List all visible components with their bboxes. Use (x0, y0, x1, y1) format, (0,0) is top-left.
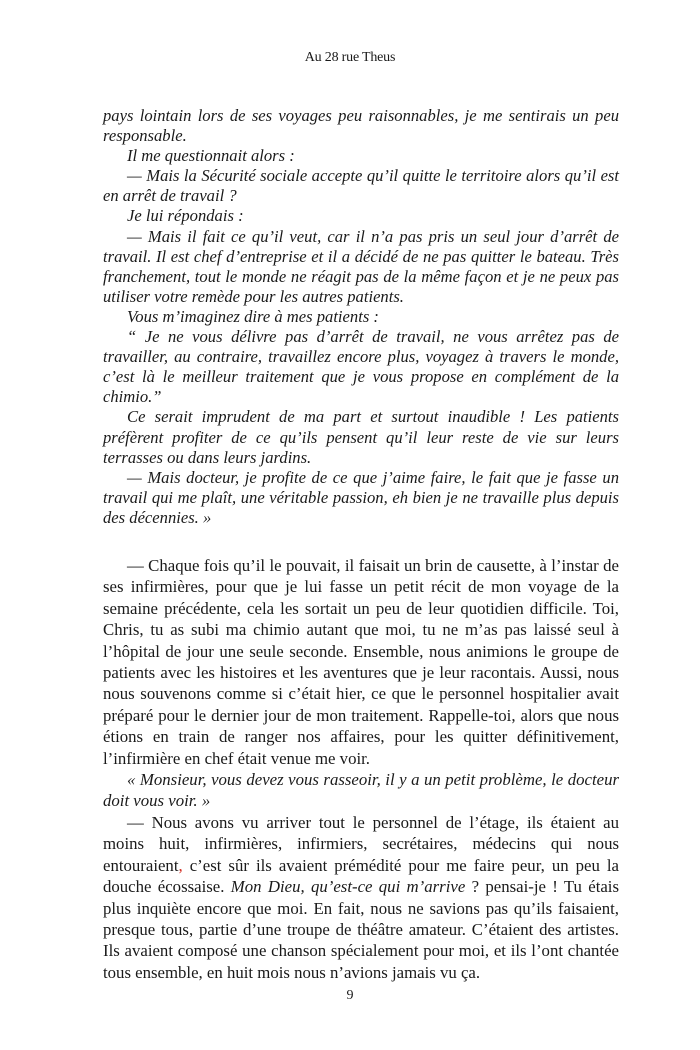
italic-dialogue-block (103, 106, 619, 528)
paragraph: — Mais docteur, je profite de ce que j’aime faire, le fait que je fasse un travail qui me plaît, une véritable passion, eh bien je ne travaille plus depuis des décennies. » (103, 467, 619, 527)
text-run: ? pensai-je ! Tu étais plus inquiète encore que moi. En fait, nous ne savions pas qu’ils faisaient, presque tous, partie d’une troupe de théâtre amateur. C’étaient des artistes. Ils avaient composé une chanson spécialement pour moi, et ils l’ont chantée tous ensemble, en huit mois nous n’avions jamais vu ça. (103, 877, 620, 982)
paragraph: Je lui répondais : (127, 206, 244, 226)
paragraph-quote: « Monsieur, vous devez vous rasseoir, il y a un petit problème, le docteur doit vous voir. » (103, 770, 619, 811)
italic-thought: Mon Dieu, qu’est-ce qui m’arrive (230, 877, 466, 897)
paragraph: — Mais il fait ce qu’il veut, car il n’a pas pris un seul jour d’arrêt de travail. Il est chef d’entreprise et il a décidé de ne pas quitter le bateau. Très franchement, tout le monde ne réagit pas de la même façon et je ne peux pas utiliser votre remède pour les autres patients. (103, 226, 619, 306)
paragraph: “ Je ne vous délivre pas d’arrêt de travail, ne vous arrêtez pas de travailler, au contraire, travaillez encore plus, voyagez à travers le monde, c’est là le meilleur traitement que je vous propose en complément de la chimio.” (103, 327, 619, 407)
page-number: 9 (346, 988, 354, 1003)
narrative-block (103, 555, 619, 983)
red-comma-mark: , (178, 855, 183, 875)
paragraph (103, 812, 619, 983)
text-run: c’est sûr ils avaient prémédité pour me faire peur, un peu la douche écossaise. (103, 855, 619, 897)
paragraph: Il me questionnait alors : (127, 146, 295, 166)
paragraph: — Chaque fois qu’il le pouvait, il faisait un brin de causette, à l’instar de ses infirmières, pour que je lui fasse un petit récit de mon voyage de la semaine précédente, cela les sortait un peu de leur quotidien difficile. Toi, Chris, tu as subi ma chimio autant que moi, tu ne m’as pas laissé seul à l’hôpital de jour une seule seconde. Ensemble, nous animions le groupe de patients avec les histoires et les aventures que je leur racontais. Aussi, nous nous souvenons comme si c’était hier, ce que le personnel hospitalier avait préparé pour le dernier jour de mon traitement. Rappelle-toi, alors que nous étions en train de ranger nos affaires, pour les quitter définitivement, l’infirmière en chef était venue me voir. (103, 556, 619, 768)
running-header-title: Au 28 rue Theus (304, 50, 396, 65)
paragraph: Vous m’imaginez dire à mes patients : (127, 306, 379, 326)
paragraph: — Mais la Sécurité sociale accepte qu’il quitte le territoire alors qu’il est en arrêt de travail ? (103, 166, 619, 206)
paragraph: Ce serait imprudent de ma part et surtout inaudible ! Les patients préfèrent profiter de ce qu’ils pensent qu’il leur reste de vie sur leurs terrasses ou dans leurs jardins. (103, 407, 619, 467)
text-run: — Nous avons vu arriver tout le personnel de l’étage, ils étaient au moins huit, infirmières, infirmiers, secrétaires, médecins qui nous entouraient (103, 812, 619, 875)
paragraph: pays lointain lors de ses voyages peu raisonnables, je me sentirais un peu responsable. (103, 106, 619, 146)
